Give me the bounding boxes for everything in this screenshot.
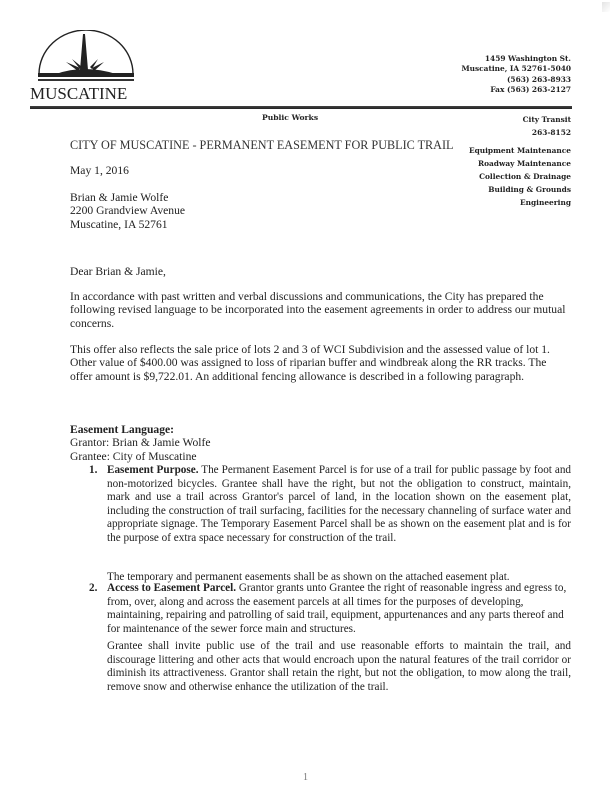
item-title: Easement Purpose.: [107, 464, 199, 476]
easement-item: [89, 582, 571, 636]
item-number: 1.: [89, 464, 98, 476]
recipient-address: [70, 191, 185, 231]
grantor-line: Grantor: Brian & Jamie Wolfe: [70, 436, 211, 450]
recipient-city: Muscatine, IA 52761: [70, 217, 168, 231]
address-fax: Fax (563) 263-2127: [490, 85, 571, 95]
division-list: [469, 113, 571, 209]
muscatine-logo: [30, 30, 142, 102]
address-street: 1459 Washington St.: [484, 54, 571, 63]
division-transit: City Transit: [522, 115, 571, 124]
body-paragraph: This offer also reflects the sale price of lots 2 and 3 of WCI Subdivision and the assessed value of lot 1. Other value of $400.00 was assigned to loss of riparian buffer and windbreak along the RR tracks. The offer amount is $9,722.01. An additional fencing allowance is described in a following paragraph.: [70, 343, 550, 383]
item-text: Grantor grants unto Grantee the right of reasonable ingress and egress to, from, over, along and across the easement parcels at all times for the purposes of developing, maintaining, repairing and patrolling of said trail, equipment, appurtenances and any parts thereof and for maintenance of the sewer force main and structures.: [107, 582, 567, 635]
salutation: Dear Brian & Jamie,: [70, 265, 166, 278]
division-item: Building & Grounds: [488, 185, 571, 194]
division-transit-phone: 263-8152: [531, 128, 571, 137]
sunrise-logo-icon: [36, 30, 136, 84]
letterhead-rule: [30, 106, 572, 109]
easement-parties: [70, 423, 211, 463]
recipient-name: Brian & Jamie Wolfe: [70, 191, 169, 204]
document-title: CITY OF MUSCATINE - PERMANENT EASEMENT FOR PUBLIC TRAIL: [70, 138, 454, 152]
logo-wordmark: MUSCATINE: [30, 84, 128, 103]
page-number: 1: [303, 772, 308, 783]
division-item: Roadway Maintenance: [477, 159, 571, 168]
scan-artifact: [602, 2, 610, 12]
item-note: Grantee shall invite public use of the trail and use reasonable efforts to maintain the trail, and discourage littering and other acts that would encroach upon the natural features of the trail corridor or diminish its attractiveness. Grantor shall retain the right, but not the obligation, to mow along the trail, remove snow and otherwise enhance the utilization of the trail.: [107, 640, 571, 693]
recipient-street: 2200 Grandview Avenue: [70, 204, 186, 218]
address-city: Muscatine, IA 52761-5040: [461, 64, 571, 74]
letter-date: May 1, 2016: [70, 164, 129, 177]
division-item: Collection & Drainage: [479, 172, 571, 181]
item-title: Access to Easement Parcel.: [107, 582, 237, 594]
grantee-line: Grantee: City of Muscatine: [70, 449, 197, 463]
item-number: 2.: [89, 582, 98, 594]
division-item: Equipment Maintenance: [468, 146, 571, 155]
item-text: The Permanent Easement Parcel is for use of a trail for public passage by foot and non-motorized bicycles. Grantee shall have the right, but not the obligation to construct, maintain, mark and use a trail across Grantor's parcel of land, in the location shown on the easement plat, including the construction of trail surfacing, facilities for the necessary channeling of surface water and appropriate signage. The Temporary Easement Parcel shall be as shown on the easement plat and is for the purpose of extra space necessary for construction of the trail.: [107, 464, 572, 544]
item-note: The temporary and permanent easements shall be as shown on the attached easement plat.: [107, 571, 510, 583]
letterhead-address: [461, 54, 571, 96]
body-paragraph: In accordance with past written and verbal discussions and communications, the City has prepared the following revised language to be incorporated into the easement agreements in order to address our mutual concerns.: [70, 290, 566, 330]
department-label: Public Works: [262, 113, 319, 122]
division-item: Engineering: [519, 198, 571, 207]
address-phone: (563) 263-8933: [506, 74, 571, 84]
easement-item: [89, 464, 571, 546]
easement-heading: Easement Language:: [70, 423, 175, 436]
